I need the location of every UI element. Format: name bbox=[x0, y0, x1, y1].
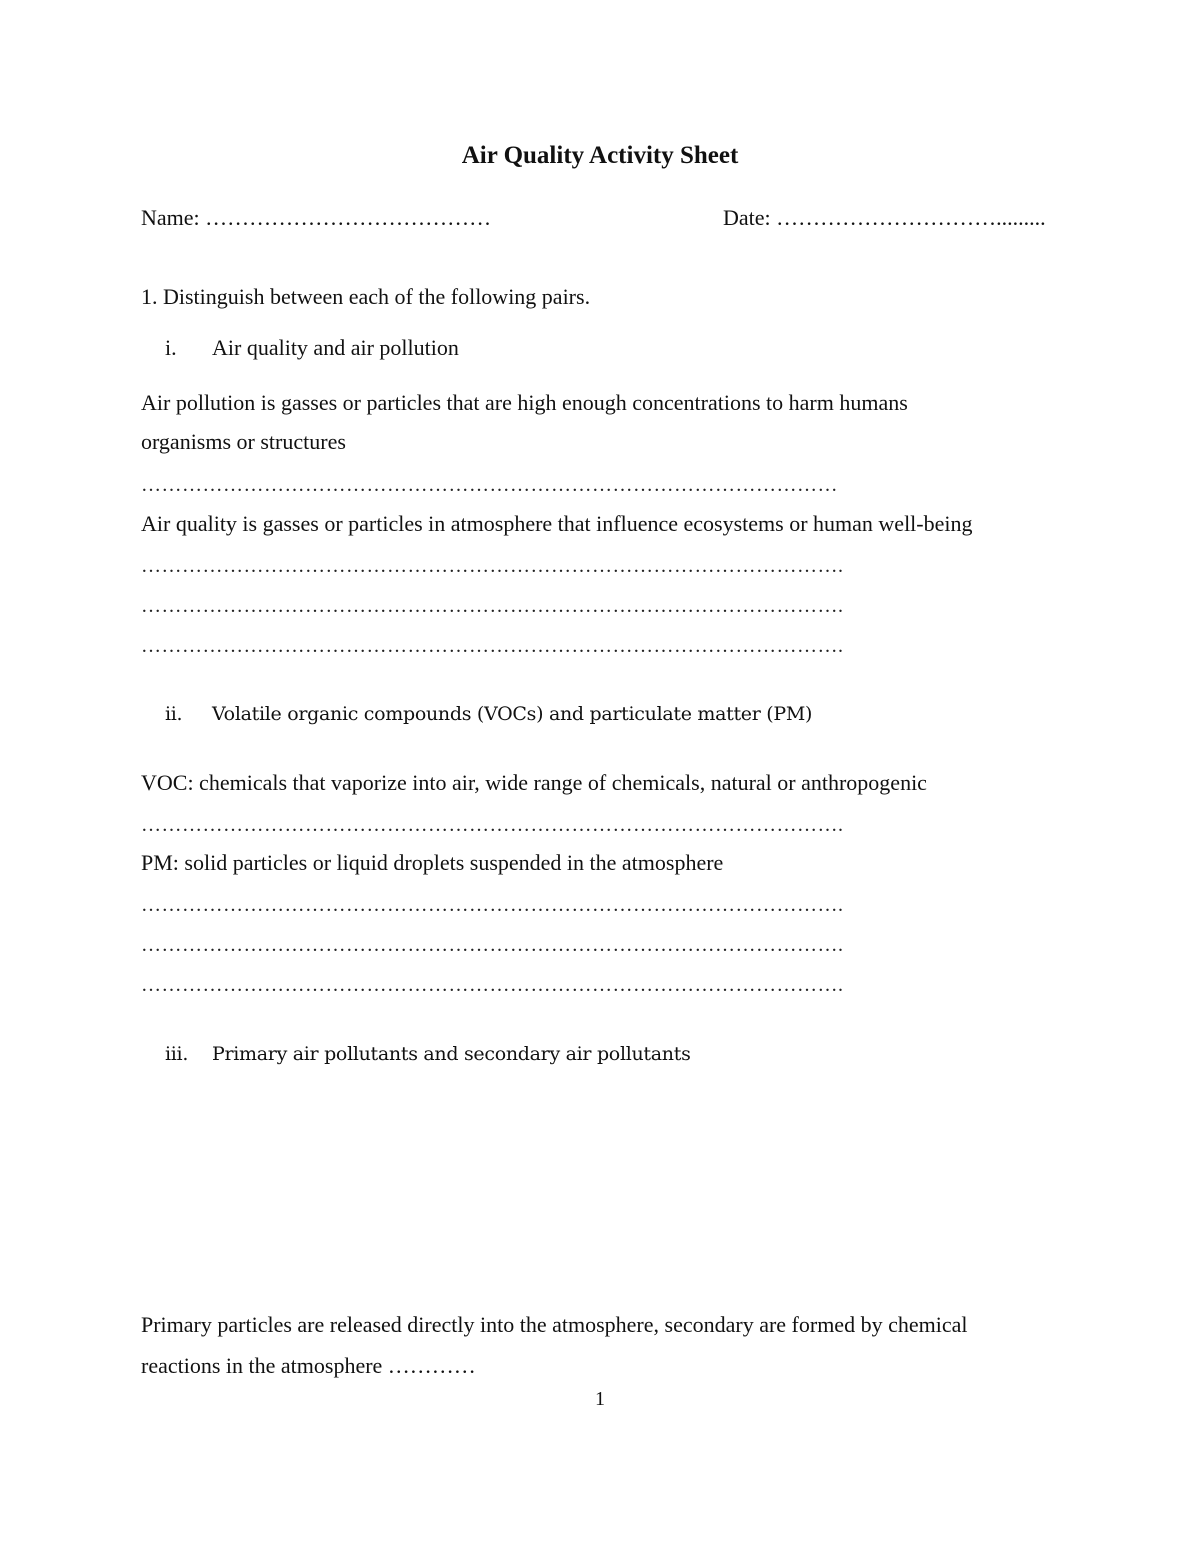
pair-i-numeral: i. bbox=[165, 335, 177, 360]
pair-i-dotted-line-2: …………………………………………………………………………………………. bbox=[141, 555, 844, 577]
pair-ii-dotted-line-3: …………………………………………………………………………………………. bbox=[141, 934, 844, 956]
question-1-text: 1. Distinguish between each of the following pairs. bbox=[141, 284, 591, 309]
pair-iii-answer-line-1: Primary particles are released directly into the atmosphere, secondary are formed by chemical bbox=[141, 1312, 968, 1337]
pair-i-dotted-line-1: ………………………………………………………………………………………… bbox=[141, 474, 838, 496]
pair-ii-heading: Volatile organic compounds (VOCs) and particulate matter (PM) bbox=[212, 703, 813, 725]
pair-iii-answer-line-2: reactions in the atmosphere ………… bbox=[141, 1353, 476, 1378]
name-field-label: Name: ………………………………… bbox=[141, 205, 492, 230]
pair-ii-numeral: ii. bbox=[165, 703, 183, 725]
pair-i-answer-line-3: Air quality is gasses or particles in atmosphere that influence ecosystems or human well-being bbox=[141, 511, 973, 536]
pair-i-dotted-line-4: …………………………………………………………………………………………. bbox=[141, 635, 844, 657]
pair-ii-answer-line-1: VOC: chemicals that vaporize into air, wide range of chemicals, natural or anthropogenic bbox=[141, 770, 927, 795]
pair-iii-numeral: iii. bbox=[165, 1043, 189, 1065]
pair-i-dotted-line-3: …………………………………………………………………………………………. bbox=[141, 595, 844, 617]
pair-iii-heading: Primary air pollutants and secondary air pollutants bbox=[212, 1043, 691, 1065]
page-number: 1 bbox=[595, 1388, 605, 1410]
pair-i-answer-line-1: Air pollution is gasses or particles that are high enough concentrations to harm humans bbox=[141, 390, 908, 415]
pair-ii-dotted-line-4: …………………………………………………………………………………………. bbox=[141, 974, 844, 996]
pair-ii-dotted-line-1: …………………………………………………………………………………………. bbox=[141, 814, 844, 836]
pair-i-answer-line-2: organisms or structures bbox=[141, 429, 346, 454]
date-field-label: Date: …………………………......... bbox=[723, 205, 1046, 230]
pair-ii-answer-line-2: PM: solid particles or liquid droplets suspended in the atmosphere bbox=[141, 850, 724, 875]
pair-i-heading: Air quality and air pollution bbox=[212, 335, 459, 360]
pair-ii-dotted-line-2: …………………………………………………………………………………………. bbox=[141, 894, 844, 916]
page-title: Air Quality Activity Sheet bbox=[461, 142, 739, 169]
